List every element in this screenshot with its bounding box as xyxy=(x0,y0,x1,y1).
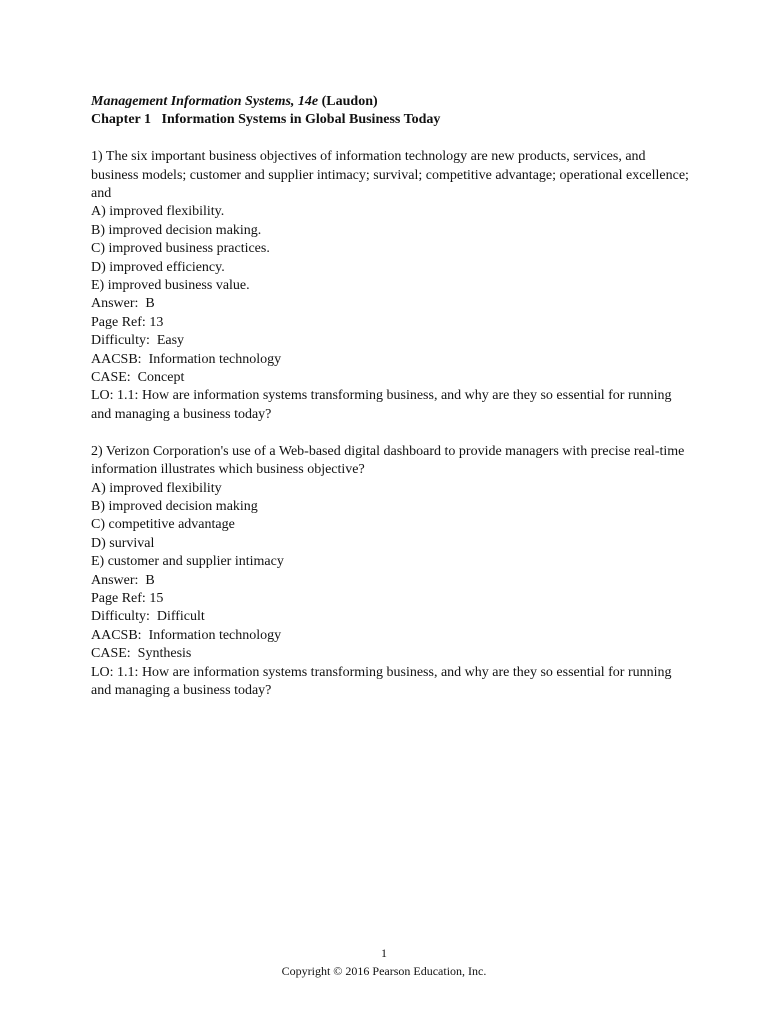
question-2-aacsb: AACSB: Information technology xyxy=(91,627,282,643)
book-title: Management Information Systems, 14e xyxy=(91,94,319,109)
question-1-choice-c: C) improved business practices. xyxy=(91,241,270,257)
question-1-choice-a: A) improved flexibility. xyxy=(91,204,225,220)
question-2-lo: LO: 1.1: How are information systems transforming business, and why are they so essential for running and managing a business today? xyxy=(91,664,672,698)
question-2-case: CASE: Synthesis xyxy=(91,646,192,662)
book-title-line xyxy=(91,93,691,111)
book-author: (Laudon) xyxy=(321,94,378,109)
question-2-difficulty: Difficulty: Difficult xyxy=(91,609,205,625)
question-1-choice-e: E) improved business value. xyxy=(91,278,250,294)
question-1 xyxy=(91,148,691,424)
question-1-lo: LO: 1.1: How are information systems transforming business, and why are they so essential for running and managing a business today? xyxy=(91,388,672,422)
question-2-choice-c: C) competitive advantage xyxy=(91,517,235,533)
question-1-text: 1) The six important business objectives of information technology are new products, services, and business models; customer and supplier intimacy; survival; competitive advantage; operational excellence; and xyxy=(91,149,689,202)
question-1-case: CASE: Concept xyxy=(91,370,185,386)
copyright-notice: Copyright © 2016 Pearson Education, Inc. xyxy=(281,964,487,978)
page-content xyxy=(91,93,691,700)
question-2-choice-a: A) improved flexibility xyxy=(91,480,222,496)
question-1-page-ref: Page Ref: 13 xyxy=(91,314,164,330)
question-1-choice-d: D) improved efficiency. xyxy=(91,259,225,275)
question-2-answer: Answer: B xyxy=(91,572,155,588)
chapter-title: Chapter 1 Information Systems in Global Business Today xyxy=(91,112,441,128)
question-2-text: 2) Verizon Corporation's use of a Web-based digital dashboard to provide managers with precise real-time information illustrates which business objective? xyxy=(91,443,685,478)
question-2-choice-d: D) survival xyxy=(91,535,155,551)
question-2-choice-b: B) improved decision making xyxy=(91,498,258,514)
question-2-choice-e: E) customer and supplier intimacy xyxy=(91,554,284,570)
question-2 xyxy=(91,443,691,701)
question-1-aacsb: AACSB: Information technology xyxy=(91,351,282,367)
question-1-choice-b: B) improved decision making. xyxy=(91,222,262,238)
question-1-answer: Answer: B xyxy=(91,296,155,312)
question-1-difficulty: Difficulty: Easy xyxy=(91,333,185,349)
page-number: 1 xyxy=(381,946,387,960)
question-2-page-ref: Page Ref: 15 xyxy=(91,590,164,606)
